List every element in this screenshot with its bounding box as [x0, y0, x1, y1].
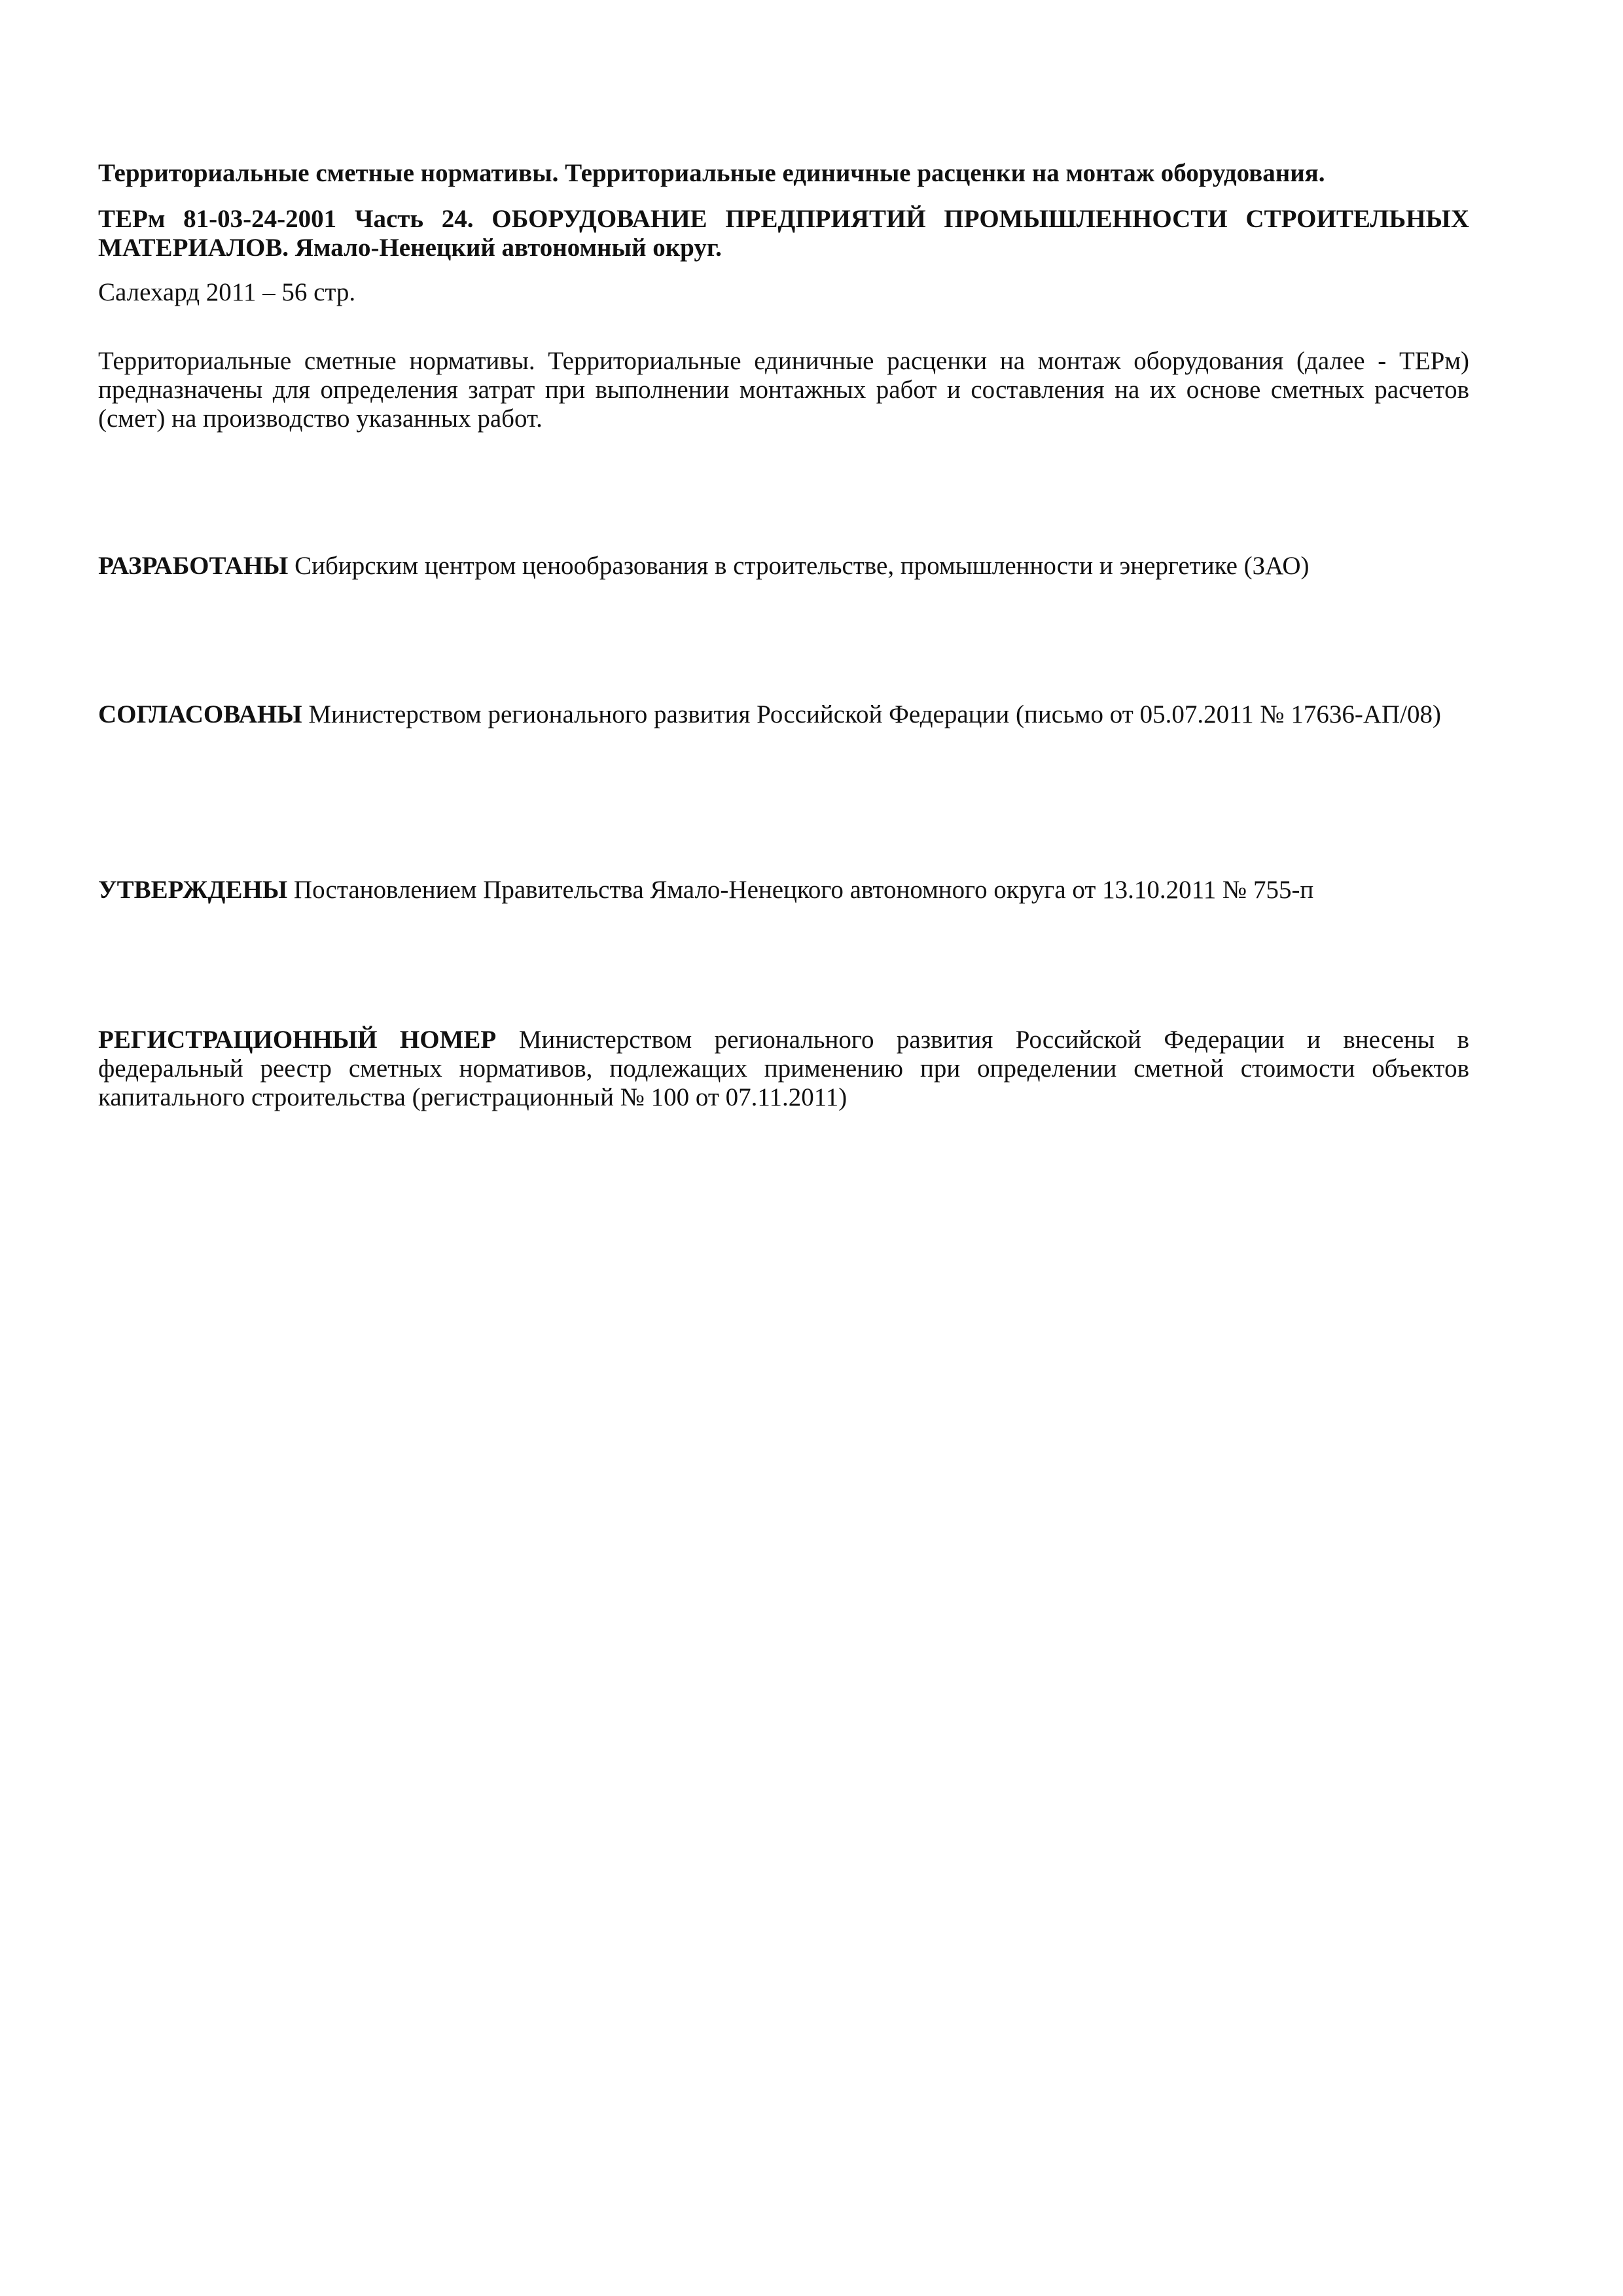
abstract-paragraph: Территориальные сметные нормативы. Территориальные единичные расценки на монтаж оборудования (далее - ТЕРм) предназначены для определения затрат при выполнении монтажных работ и составления на их основе сметных расчетов (смет) на производство указанных работ. [98, 347, 1469, 433]
registration-label: РЕГИСТРАЦИОННЫЙ НОМЕР [98, 1026, 497, 1054]
document-title: ТЕРм 81-03-24-2001 Часть 24. ОБОРУДОВАНИЕ ПРЕДПРИЯТИЙ ПРОМЫШЛЕННОСТИ СТРОИТЕЛЬНЫХ МАТЕРИАЛОВ. Ямало-Ненецкий автономный округ. [98, 205, 1469, 262]
developed-text: Сибирским центром ценообразования в строительстве, промышленности и энергетике (ЗАО) [294, 552, 1310, 580]
agreed-paragraph [98, 700, 1469, 729]
approved-label: УТВЕРЖДЕНЫ [98, 876, 288, 904]
registration-paragraph [98, 1026, 1469, 1112]
agreed-text: Министерством регионального развития Российской Федерации (письмо от 05.07.2011 № 17636-АП/08) [308, 700, 1441, 728]
registration-text: Министерством регионального развития Российской Федерации и внесены в федеральный реестр сметных нормативов, подлежащих применению при определении сметной стоимости объектов капитального строительства (регистрационный № 100 от 07.11.2011) [98, 1026, 1470, 1111]
developed-paragraph [98, 552, 1469, 581]
agreed-label: СОГЛАСОВАНЫ [98, 700, 302, 728]
approved-text: Постановлением Правительства Ямало-Ненецкого автономного округа от 13.10.2011 № 755-п [293, 876, 1314, 904]
approved-paragraph [98, 876, 1469, 905]
developed-label: РАЗРАБОТАНЫ [98, 552, 289, 580]
imprint-line: Салехард 2011 – 56 стр. [98, 278, 356, 306]
series-title: Территориальные сметные нормативы. Территориальные единичные расценки на монтаж оборудования. [98, 159, 1325, 187]
